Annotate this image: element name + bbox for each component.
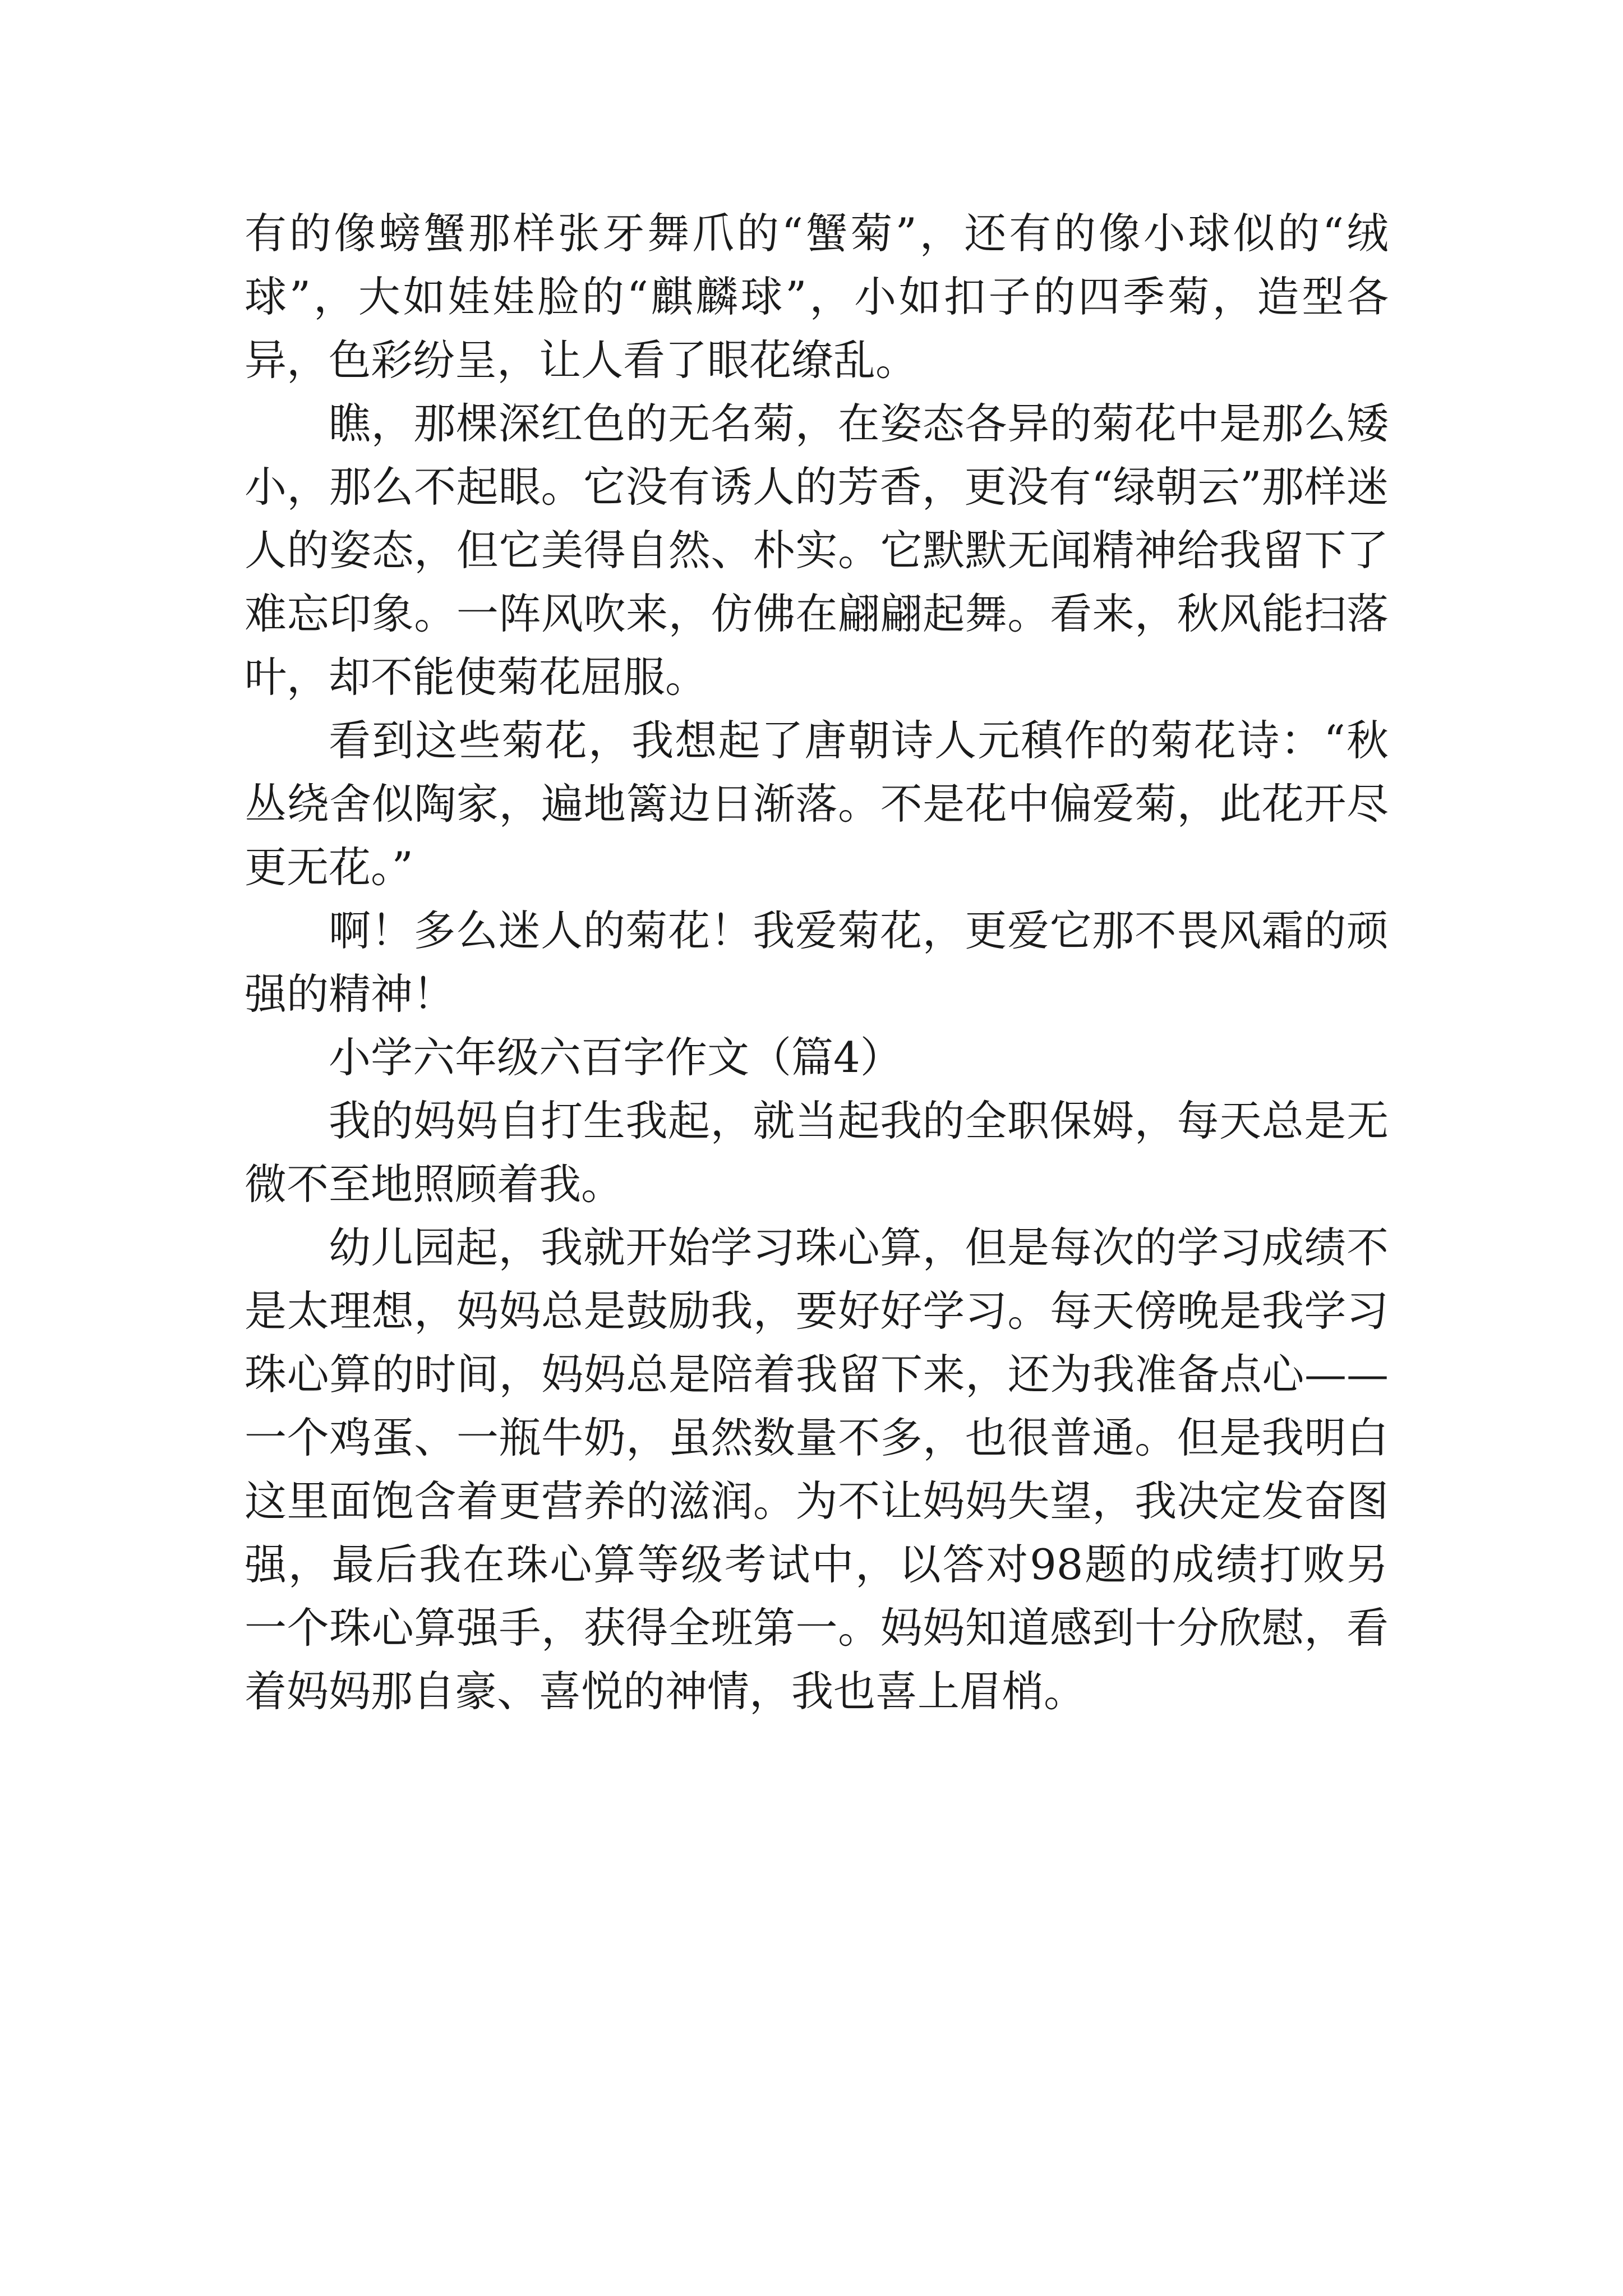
section-heading: 小学六年级六百字作文（篇4） [329, 1033, 902, 1082]
paragraph: 瞧，那棵深红色的无名菊，在姿态各异的菊花中是那么矮小，那么不起眼。它没有诱人的芳香，更没有“绿朝云”那样迷人的姿态，但它美得自然、朴实。它默默无闻精神给我留下了难忘印象。一阵风吹来，仿佛在翩翩起舞。看来，秋风能扫落叶，却不能使菊花屈服。 [245, 399, 1389, 702]
paragraph: 啊！多么迷人的菊花！我爱菊花，更爱它那不畏风霜的顽强的精神！ [245, 906, 1389, 1019]
document-body [245, 202, 1389, 1723]
paragraph: 幼儿园起，我就开始学习珠心算，但是每次的学习成绩不是太理想，妈妈总是鼓励我，要好好学习。每天傍晚是我学习珠心算的时间，妈妈总是陪着我留下来，还为我准备点心——一个鸡蛋、一瓶牛奶，虽然数量不多，也很普通。但是我明白这里面饱含着更营养的滋润。为不让妈妈失望，我决定发奋图强，最后我在珠心算等级考试中，以答对98题的成绩打败另一个珠心算强手，获得全班第一。妈妈知道感到十分欣慰，看着妈妈那自豪、喜悦的神情，我也喜上眉梢。 [245, 1223, 1389, 1716]
paragraph: 我的妈妈自打生我起，就当起我的全职保姆，每天总是无微不至地照顾着我。 [245, 1096, 1389, 1209]
paragraph-continued: 有的像螃蟹那样张牙舞爪的“蟹菊”，还有的像小球似的“绒球”，大如娃娃脸的“麒麟球”，小如扣子的四季菊，造型各异，色彩纷呈，让人看了眼花缭乱。 [245, 209, 1389, 385]
paragraph: 看到这些菊花，我想起了唐朝诗人元稹作的菊花诗：“秋丛绕舍似陶家，遍地篱边日渐落。不是花中偏爱菊，此花开尽更无花。” [245, 716, 1389, 892]
